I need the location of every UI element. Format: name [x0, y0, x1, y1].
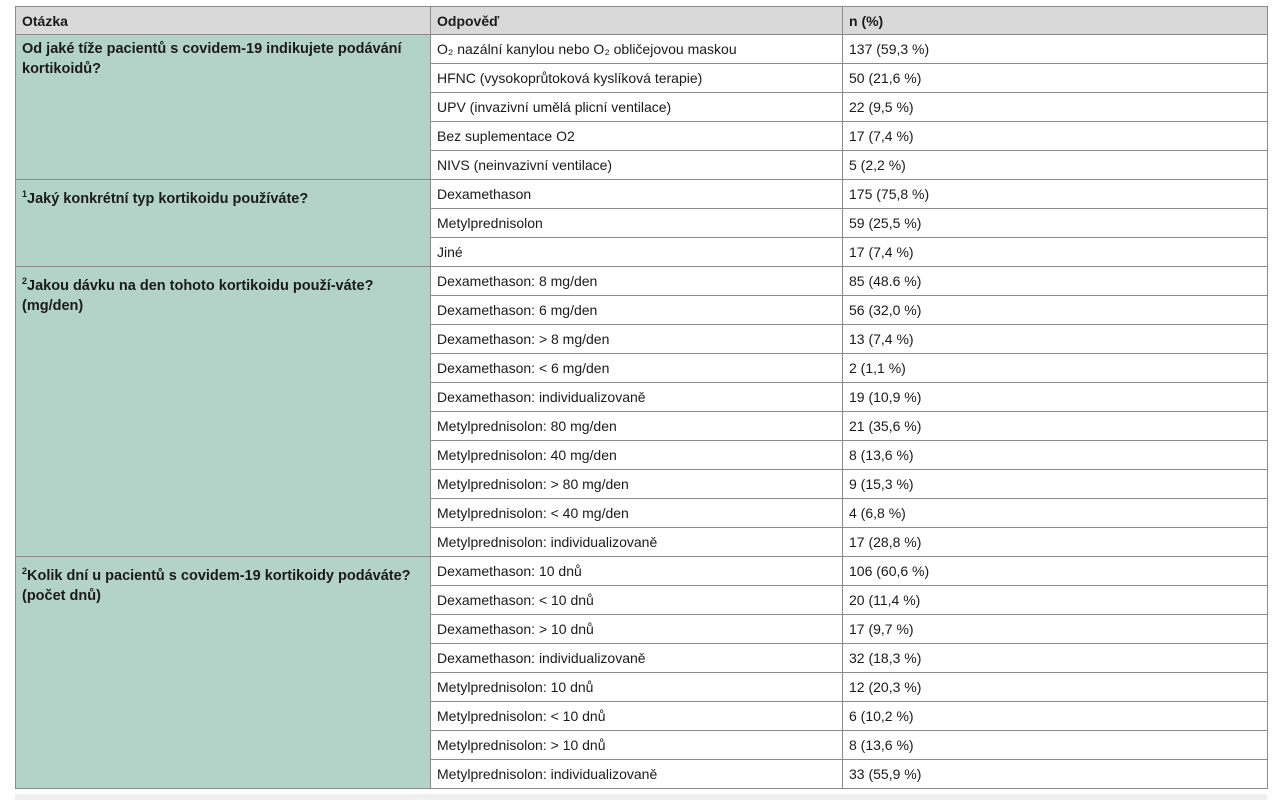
question-cell	[16, 557, 431, 789]
header-answer: Odpověď	[431, 7, 843, 35]
count-cell: 2 (1,1 %)	[843, 354, 1268, 383]
count-cell: 17 (7,4 %)	[843, 122, 1268, 151]
answer-cell: UPV (invazivní umělá plicní ventilace)	[431, 93, 843, 122]
answer-cell: Metylprednisolon: 80 mg/den	[431, 412, 843, 441]
answer-cell: Dexamethason: 10 dnů	[431, 557, 843, 586]
count-cell: 56 (32,0 %)	[843, 296, 1268, 325]
answer-cell: Dexamethason: < 6 mg/den	[431, 354, 843, 383]
count-cell: 4 (6,8 %)	[843, 499, 1268, 528]
survey-table	[15, 6, 1268, 789]
count-cell: 9 (15,3 %)	[843, 470, 1268, 499]
question-footnote-marker: 1	[22, 189, 28, 199]
header-question: Otázka	[16, 7, 431, 35]
header-count: n (%)	[843, 7, 1268, 35]
answer-cell: Metylprednisolon: individualizovaně	[431, 528, 843, 557]
count-cell: 22 (9,5 %)	[843, 93, 1268, 122]
count-cell: 50 (21,6 %)	[843, 64, 1268, 93]
table-row	[16, 557, 1268, 586]
count-cell: 175 (75,8 %)	[843, 180, 1268, 209]
answer-cell: Metylprednisolon: < 40 mg/den	[431, 499, 843, 528]
table-row	[16, 35, 1268, 64]
answer-cell: Metylprednisolon: 10 dnů	[431, 673, 843, 702]
answer-cell: Metylprednisolon: > 80 mg/den	[431, 470, 843, 499]
answer-cell: Dexamethason: individualizovaně	[431, 644, 843, 673]
count-cell: 32 (18,3 %)	[843, 644, 1268, 673]
survey-table-container	[15, 6, 1267, 789]
table-header-row	[16, 7, 1268, 35]
answer-cell: Bez suplementace O2	[431, 122, 843, 151]
question-text: Od jaké tíže pacientů s covidem-19 indikujete podávání kortikoidů?	[22, 41, 402, 77]
question-text: Jakou dávku na den tohoto kortikoidu použí-váte? (mg/den)	[22, 277, 374, 314]
count-cell: 17 (28,8 %)	[843, 528, 1268, 557]
count-cell: 8 (13,6 %)	[843, 441, 1268, 470]
answer-cell: Dexamethason: 6 mg/den	[431, 296, 843, 325]
table-row	[16, 180, 1268, 209]
count-cell: 85 (48.6 %)	[843, 267, 1268, 296]
question-cell	[16, 180, 431, 267]
question-cell	[16, 35, 431, 180]
count-cell: 17 (7,4 %)	[843, 238, 1268, 267]
answer-cell: NIVS (neinvazivní ventilace)	[431, 151, 843, 180]
table-body	[16, 35, 1268, 789]
count-cell: 106 (60,6 %)	[843, 557, 1268, 586]
count-cell: 19 (10,9 %)	[843, 383, 1268, 412]
count-cell: 17 (9,7 %)	[843, 615, 1268, 644]
question-text: Jaký konkrétní typ kortikoidu používáte?	[27, 190, 309, 207]
answer-cell: Metylprednisolon: 40 mg/den	[431, 441, 843, 470]
count-cell: 21 (35,6 %)	[843, 412, 1268, 441]
count-cell: 8 (13,6 %)	[843, 731, 1268, 760]
answer-cell: Metylprednisolon	[431, 209, 843, 238]
count-cell: 20 (11,4 %)	[843, 586, 1268, 615]
count-cell: 13 (7,4 %)	[843, 325, 1268, 354]
answer-cell: Dexamethason: 8 mg/den	[431, 267, 843, 296]
answer-cell: Metylprednisolon: individualizovaně	[431, 760, 843, 789]
question-footnote-marker: 2	[22, 276, 28, 286]
answer-cell: Dexamethason: > 8 mg/den	[431, 325, 843, 354]
count-cell: 6 (10,2 %)	[843, 702, 1268, 731]
answer-cell: Dexamethason: individualizovaně	[431, 383, 843, 412]
answer-cell: Dexamethason: > 10 dnů	[431, 615, 843, 644]
question-cell	[16, 267, 431, 557]
answer-cell: O₂ nazální kanylou nebo O₂ obličejovou maskou	[431, 35, 843, 64]
count-cell: 5 (2,2 %)	[843, 151, 1268, 180]
table-row	[16, 267, 1268, 296]
answer-cell: HFNC (vysokoprůtoková kyslíková terapie)	[431, 64, 843, 93]
answer-cell: Metylprednisolon: > 10 dnů	[431, 731, 843, 760]
answer-cell: Dexamethason: < 10 dnů	[431, 586, 843, 615]
count-cell: 137 (59,3 %)	[843, 35, 1268, 64]
answer-cell: Metylprednisolon: < 10 dnů	[431, 702, 843, 731]
bottom-divider	[15, 794, 1267, 800]
count-cell: 12 (20,3 %)	[843, 673, 1268, 702]
question-text: Kolik dní u pacientů s covidem-19 kortikoidy podáváte? (počet dnů)	[22, 567, 411, 604]
count-cell: 59 (25,5 %)	[843, 209, 1268, 238]
answer-cell: Jiné	[431, 238, 843, 267]
answer-cell: Dexamethason	[431, 180, 843, 209]
count-cell: 33 (55,9 %)	[843, 760, 1268, 789]
question-footnote-marker: 2	[22, 566, 28, 576]
